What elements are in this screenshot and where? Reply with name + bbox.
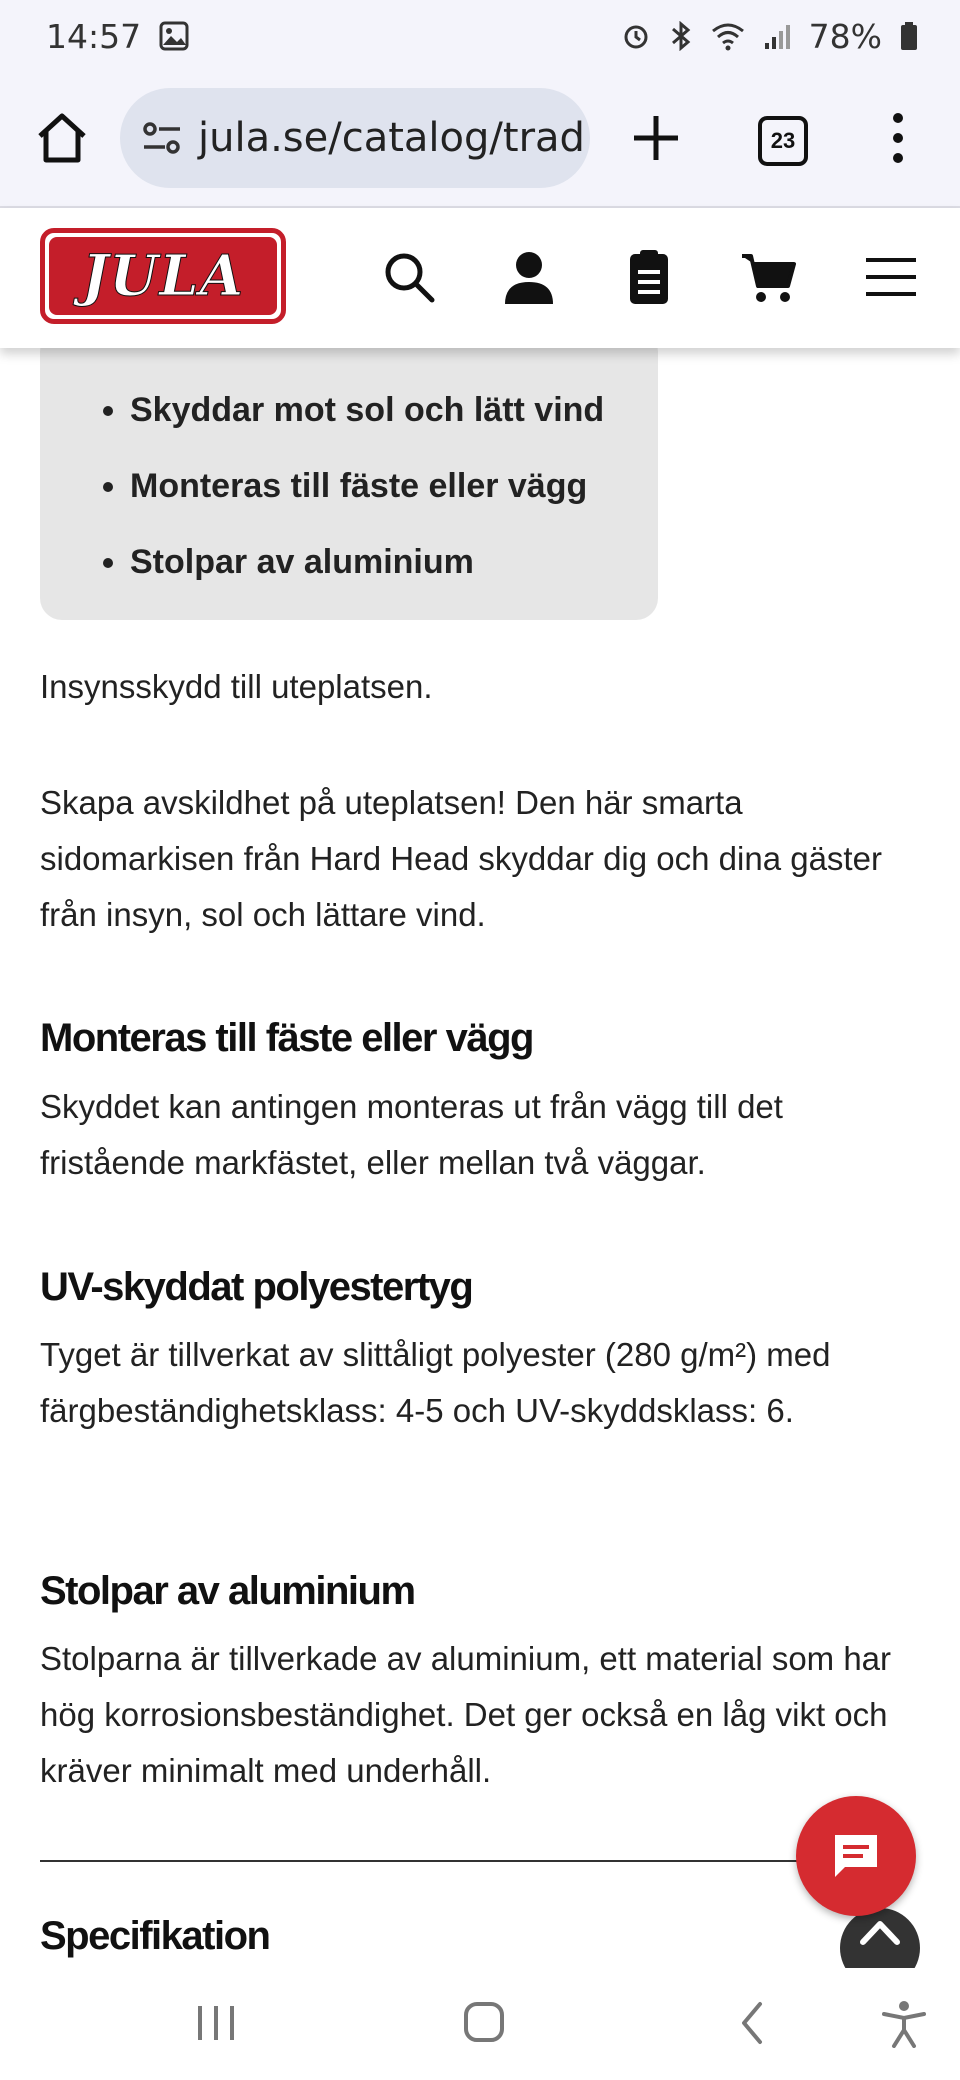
section-heading: UV-skyddat polyestertyg (40, 1265, 473, 1309)
description-intro: Insynsskydd till uteplatsen. (40, 668, 433, 705)
jula-logo[interactable] (40, 228, 286, 324)
section-heading: Stolpar av aluminium (40, 1569, 415, 1613)
logo-text: JULA (81, 243, 245, 309)
home-nav-icon[interactable] (454, 1998, 514, 2048)
bluetooth-icon (669, 21, 693, 51)
recent-apps-icon[interactable] (186, 1998, 246, 2048)
gallery-notification-icon (159, 21, 189, 51)
battery-icon (900, 21, 918, 51)
signal-icon (763, 21, 791, 51)
status-bar (0, 0, 960, 72)
new-tab-icon[interactable] (628, 110, 684, 166)
highlight-item: • Stolpar av aluminium (130, 524, 658, 600)
site-header (0, 208, 960, 348)
account-icon[interactable] (500, 248, 558, 306)
chat-button[interactable] (796, 1796, 916, 1916)
highlight-item: • Monteras till fäste eller vägg (130, 448, 658, 524)
tab-switcher-button[interactable] (758, 116, 808, 166)
more-vert-icon[interactable] (878, 108, 918, 168)
wifi-icon (711, 21, 745, 51)
section-body: Tyget är tillverkat av slittåligt polyester (280 g/m²) med färgbeständighetsklass: 4-5 och UV-skyddsklass: 6. (40, 1336, 831, 1429)
site-settings-icon[interactable] (140, 116, 184, 160)
tab-count: 23 (770, 128, 796, 153)
chat-icon (829, 1829, 883, 1883)
url-text: jula.se/catalog/trad (198, 115, 585, 161)
cart-icon[interactable] (740, 248, 798, 306)
highlight-item: • Skyddar mot sol och lätt vind (130, 372, 658, 448)
battery-percent: 78% (808, 16, 882, 56)
description-summary: Skapa avskildhet på uteplatsen! Den här smarta sidomarkisen från Hard Head skyddar dig och dina gäster från insyn, sol och lättare vind. (40, 784, 882, 933)
highlights-box (40, 330, 658, 620)
status-time: 14:57 (46, 16, 142, 56)
system-navigation-bar (0, 1968, 960, 2080)
address-bar[interactable] (120, 88, 590, 188)
browser-toolbar (0, 72, 960, 208)
section-body: Skyddet kan antingen monteras ut från vägg till det fristående markfästet, eller mellan två väggar. (40, 1088, 783, 1181)
accessibility-icon[interactable] (874, 1998, 934, 2048)
shopping-list-icon[interactable] (620, 248, 678, 306)
back-icon[interactable] (724, 1998, 784, 2048)
hamburger-menu-icon[interactable] (862, 248, 920, 306)
section-body: Stolparna är tillverkade av aluminium, ett material som har hög korrosionsbeständighet. Det ger också en låg vikt och kräver minimalt med underhåll. (40, 1640, 892, 1789)
divider (40, 1860, 804, 1862)
specification-heading[interactable]: Specifikation (40, 1914, 270, 1958)
home-icon[interactable] (32, 108, 92, 168)
section-heading: Monteras till fäste eller vägg (40, 1016, 533, 1060)
search-icon[interactable] (380, 248, 438, 306)
alarm-icon (621, 21, 651, 51)
